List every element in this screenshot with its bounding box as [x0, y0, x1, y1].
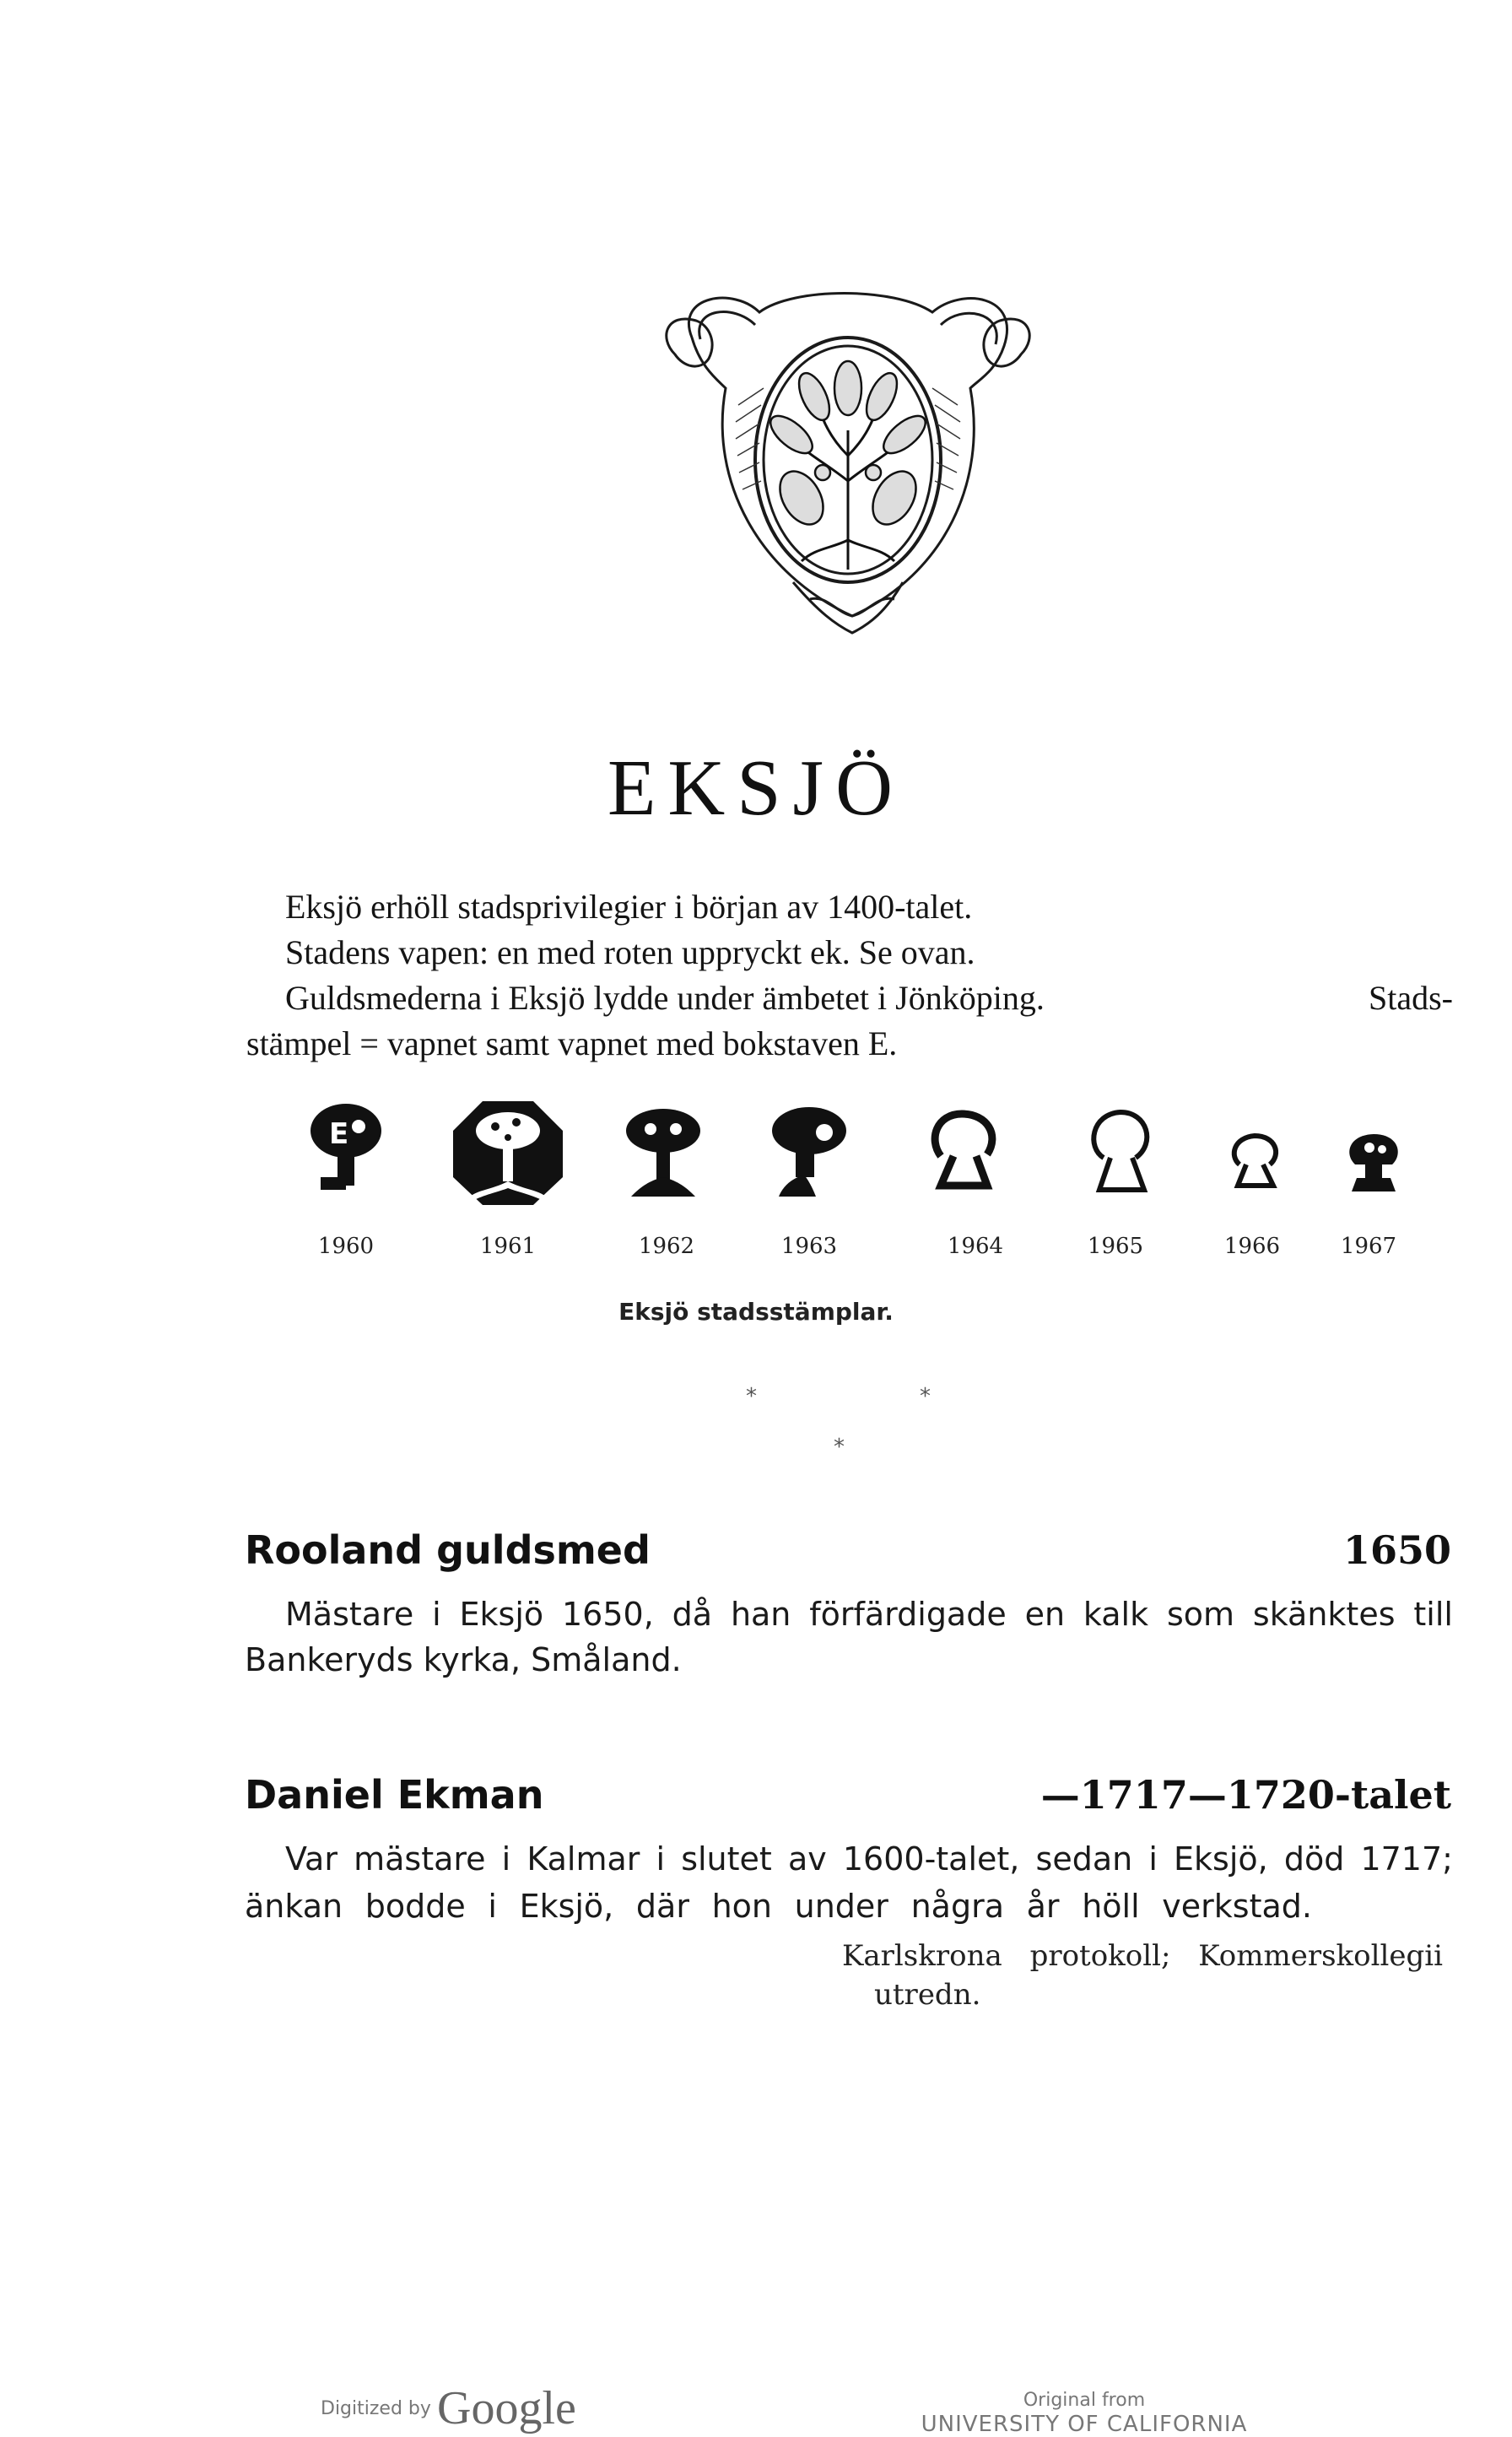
entry-name: Daniel Ekman [245, 1772, 544, 1818]
footer-original-from: Original from [1023, 2390, 1146, 2411]
word: Eksjö, [519, 1888, 614, 1925]
word: i [656, 1840, 666, 1878]
word: i [501, 1840, 511, 1878]
stamps-caption: Eksjö stadsstämplar. [618, 1298, 894, 1326]
intro-line-hyphenated-word: Stads- [1369, 979, 1453, 1017]
entry-reference [842, 1939, 1443, 1973]
reference-word: Karlskrona [842, 1939, 1002, 1973]
separator-asterisk: * [746, 1384, 757, 1409]
page-title: EKSJÖ [607, 744, 905, 832]
word: där [635, 1888, 689, 1925]
intro-line: Eksjö erhöll stadsprivilegier i början av 1400-talet. [285, 888, 973, 926]
word: 1600-talet, [842, 1840, 1020, 1878]
word: Mästare [285, 1596, 414, 1633]
word: några [910, 1888, 1004, 1925]
word: hon [711, 1888, 772, 1925]
entry-date: —1717—1720-talet [1040, 1772, 1451, 1818]
stamp-year: 1962 [638, 1234, 695, 1259]
entry-name: Rooland guldsmed [245, 1527, 651, 1573]
intro-line-text: Guldsmederna i Eksjö lydde under ämbetet i Jönköping. [285, 979, 1045, 1017]
word: Var [285, 1840, 338, 1878]
word: 1650, [562, 1596, 654, 1633]
hallmark-stamp-tree [757, 1097, 858, 1207]
hallmark-stamp-small-tree [1323, 1097, 1424, 1207]
hallmark-stamp-tree [613, 1097, 714, 1207]
hallmark-stamp-e-tree [295, 1097, 397, 1207]
word: under [794, 1888, 888, 1925]
word: en [1024, 1596, 1066, 1633]
stamp-year: 1967 [1340, 1234, 1397, 1259]
hallmark-stamp-tree-outline [1070, 1097, 1171, 1207]
word: kalk [1083, 1596, 1149, 1633]
entry-reference-continued: utredn. [874, 1978, 981, 2012]
separator-asterisk: * [834, 1435, 845, 1460]
footer-digitized-label: Digitized by [321, 2398, 431, 2419]
footer-institution: UNIVERSITY OF CALIFORNIA [921, 2412, 1248, 2437]
word: i [1148, 1840, 1158, 1878]
word: verkstad. [1162, 1888, 1312, 1925]
word: i [432, 1596, 441, 1633]
intro-line: Stadens vapen: en med roten uppryckt ek. Se ovan. [285, 933, 975, 971]
hallmark-stamp-small-tree [1204, 1097, 1305, 1207]
word: Eksjö, [1174, 1840, 1268, 1878]
google-logo: Google [437, 2382, 576, 2434]
reference-word: Kommerskollegii [1198, 1939, 1443, 1973]
stamp-year: 1964 [947, 1234, 1004, 1259]
stamp-year: 1966 [1223, 1234, 1281, 1259]
word: då [672, 1596, 713, 1633]
stamp-year: 1963 [780, 1234, 838, 1259]
word: slutet [681, 1840, 772, 1878]
entry-date: 1650 [1342, 1527, 1451, 1573]
word: sedan [1035, 1840, 1133, 1878]
intro-line: stämpel = vapnet samt vapnet med bokstaven E. [246, 1024, 898, 1062]
coat-of-arms-oak-crest [641, 278, 1055, 641]
entry-body-line [285, 1836, 1453, 1882]
entry-body-line [285, 1591, 1453, 1637]
hallmark-stamp-tree-outline [915, 1097, 1017, 1207]
stamp-year: 1965 [1087, 1234, 1144, 1259]
word: höll [1082, 1888, 1140, 1925]
word: i [488, 1888, 497, 1925]
entry-body-line [245, 1883, 1312, 1929]
svg-text:E: E [329, 1117, 349, 1151]
stamp-year: 1960 [317, 1234, 375, 1259]
word: bodde [364, 1888, 466, 1925]
word: förfärdigade [809, 1596, 1007, 1633]
word: Eksjö [459, 1596, 544, 1633]
word: år [1026, 1888, 1060, 1925]
word: Kalmar [526, 1840, 640, 1878]
word: änkan [245, 1888, 343, 1925]
word: 1717; [1360, 1840, 1453, 1878]
separator-asterisk: * [920, 1384, 931, 1409]
word: han [730, 1596, 791, 1633]
stamp-year: 1961 [479, 1234, 537, 1259]
word: till [1413, 1596, 1453, 1633]
entry-body-line: Bankeryds kyrka, Småland. [245, 1641, 682, 1678]
intro-line [285, 975, 1453, 1021]
word: av [787, 1840, 827, 1878]
word: mästare [354, 1840, 486, 1878]
word: som [1166, 1596, 1235, 1633]
word: död [1283, 1840, 1345, 1878]
hallmark-stamp-octagon-tree [449, 1097, 567, 1207]
word: skänktes [1252, 1596, 1396, 1633]
reference-word: protokoll; [1029, 1939, 1171, 1973]
